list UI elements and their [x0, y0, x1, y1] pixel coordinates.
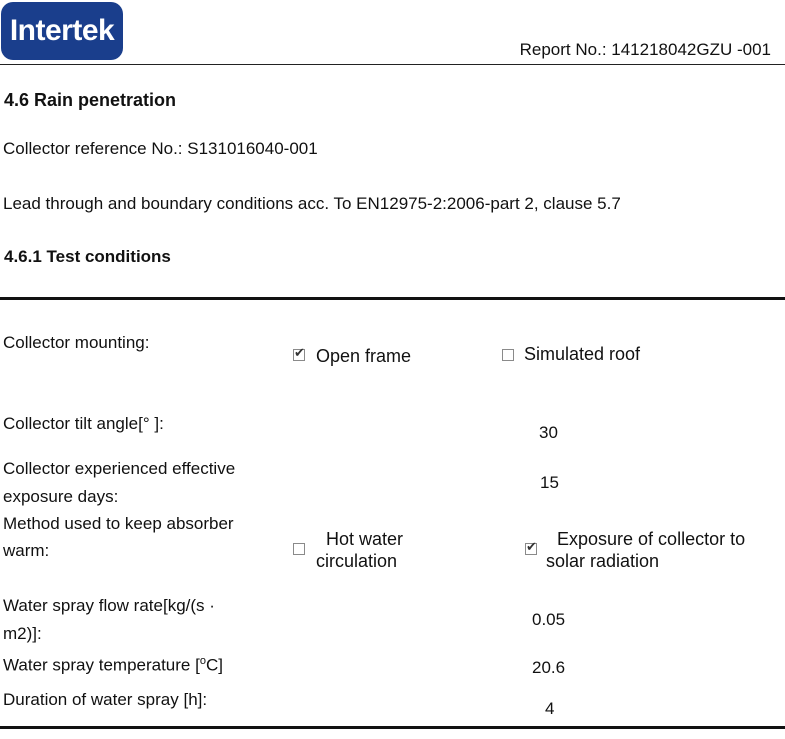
header-divider	[0, 64, 785, 65]
lead-through-text: Lead through and boundary conditions acc. To EN12975-2:2006-part 2, clause 5.7	[3, 194, 621, 213]
solar-radiation-label-line1: Exposure of collector to	[557, 529, 746, 549]
subsection-title: 4.6.1 Test conditions	[4, 247, 171, 266]
temperature-label-suffix: C]	[205, 655, 223, 675]
hot-water-label-line1: Hot water	[326, 529, 404, 549]
temperature-label-sup: o	[199, 655, 206, 667]
table-bottom-rule	[0, 726, 785, 729]
report-number: Report No.: 141218042GZU -001	[519, 40, 771, 59]
exposure-days-label-line1: Collector experienced effective	[3, 459, 236, 478]
collector-reference: Collector reference No.: S131016040-001	[3, 139, 318, 158]
temperature-value: 20.6	[532, 658, 566, 677]
hot-water-label-line2: circulation	[316, 551, 398, 571]
mounting-label: Collector mounting:	[3, 333, 150, 352]
flow-rate-label-line1: Water spray flow rate[kg/(s ·	[3, 596, 215, 615]
tilt-angle-label: Collector tilt angle[° ]:	[3, 414, 164, 433]
hot-water-checkbox[interactable]	[293, 543, 305, 555]
flow-rate-label-line2: m2)]:	[3, 624, 42, 643]
method-label-line2: warm:	[3, 541, 50, 560]
tilt-angle-value: 30	[539, 423, 558, 442]
duration-value: 4	[545, 699, 555, 718]
simulated-roof-label: Simulated roof	[524, 344, 641, 364]
duration-label: Duration of water spray [h]:	[3, 690, 208, 709]
table-top-rule	[0, 297, 785, 300]
section-title: 4.6 Rain penetration	[4, 90, 177, 110]
flow-rate-value: 0.05	[532, 610, 566, 629]
temperature-label-prefix: Water spray temperature [	[3, 655, 200, 675]
simulated-roof-checkbox[interactable]	[502, 349, 514, 361]
intertek-logo	[1, 2, 123, 60]
solar-radiation-checkbox[interactable]	[525, 543, 537, 555]
solar-radiation-label-line2: solar radiation	[546, 551, 660, 571]
open-frame-label: Open frame	[316, 346, 412, 366]
open-frame-checkbox[interactable]	[293, 349, 305, 361]
exposure-days-label-line2: exposure days:	[3, 487, 119, 506]
exposure-days-value: 15	[540, 473, 559, 492]
logo-text: Intertek	[9, 14, 115, 47]
temperature-label	[3, 648, 223, 679]
method-label-line1: Method used to keep absorber	[3, 514, 234, 533]
